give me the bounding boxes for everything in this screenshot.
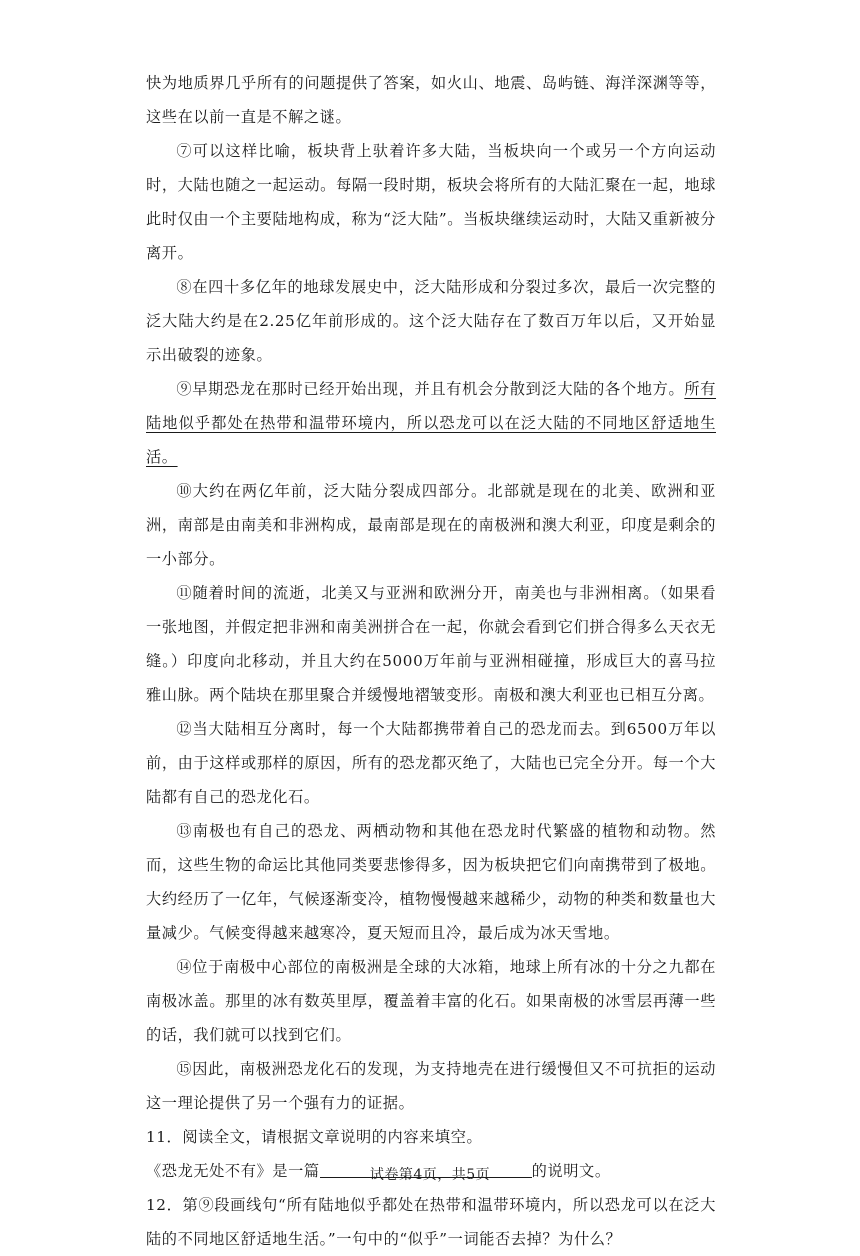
question-12: 12．第⑨段画线句“所有陆地似乎都处在热带和温带环境内，所以恐龙可以在泛大陆的不同地区舒适地生活。”一句中的“似乎”一词能否去掉？为什么？ [146, 1196, 716, 1248]
underlined-sentence: 所有陆地似乎都处在热带和温带环境内，所以恐龙可以在泛大陆的不同地区舒适地生活。 [146, 380, 717, 466]
paragraph-7: ⑦可以这样比喻，板块背上驮着许多大陆，当板块向一个或另一个方向运动时，大陆也随之一起运动。每隔一段时期，板块会将所有的大陆汇聚在一起，地球此时仅由一个主要陆地构成，称为“泛大陆”。当板块继续运动时，大陆又重新被分离开。 [146, 142, 716, 262]
page-footer: 试卷第4页，共5页 [369, 1167, 491, 1183]
paragraph-15: ⑮因此，南极洲恐龙化石的发现，为支持地壳在进行缓慢但又不可抗拒的运动这一理论提供了另一个强有力的证据。 [146, 1060, 716, 1112]
question-11-stem: 11．阅读全文，请根据文章说明的内容来填空。 [146, 1128, 483, 1146]
question-11-suffix: 的说明文。 [531, 1162, 611, 1180]
paragraph-14: ⑭位于南极中心部位的南极洲是全球的大冰箱，地球上所有冰的十分之九都在南极冰盖。那里的冰有数英里厚，覆盖着丰富的化石。如果南极的冰雪层再薄一些的话，我们就可以找到它们。 [146, 958, 716, 1044]
paragraph-11: ⑪随着时间的流逝，北美又与亚洲和欧洲分开，南美也与非洲相离。（如果看一张地图，并假定把非洲和南美洲拼合在一起，你就会看到它们拼合得多么天衣无缝。）印度向北移动，并且大约在5000万年前与亚洲相碰撞，形成巨大的喜马拉雅山脉。两个陆块在那里聚合并缓慢地褶皱变形。南极和澳大利亚也已相互分离。 [146, 584, 716, 704]
paragraph-8: ⑧在四十多亿年的地球发展史中，泛大陆形成和分裂过多次，最后一次完整的泛大陆大约是在2.25亿年前形成的。这个泛大陆存在了数百万年以后，又开始显示出破裂的迹象。 [146, 278, 716, 364]
reading-passage [146, 66, 716, 1256]
paragraph-9 [146, 372, 716, 474]
paragraph-13: ⑬南极也有自己的恐龙、两栖动物和其他在恐龙时代繁盛的植物和动物。然而，这些生物的命运比其他同类要悲惨得多，因为板块把它们向南携带到了极地。大约经历了一亿年，气候逐渐变冷，植物慢慢越来越稀少，动物的种类和数量也大量减少。气候变得越来越寒冷，夏天短而且冷，最后成为冰天雪地。 [146, 822, 716, 942]
paragraph-12: ⑫当大陆相互分离时，每一个大陆都携带着自己的恐龙而去。到6500万年以前，由于这样或那样的原因，所有的恐龙都灭绝了，大陆也已完全分开。每一个大陆都有自己的恐龙化石。 [146, 720, 716, 806]
paragraph-10: ⑩大约在两亿年前，泛大陆分裂成四部分。北部就是现在的北美、欧洲和亚洲，南部是由南美和非洲构成，最南部是现在的南极洲和澳大利亚，印度是剩余的一小部分。 [146, 482, 716, 568]
question-11-prefix: 《恐龙无处不有》是一篇 [146, 1162, 320, 1180]
paragraph-9-text: ⑨早期恐龙在那时已经开始出现，并且有机会分散到泛大陆的各个地方。 [176, 380, 685, 398]
paragraph-6-tail: 快为地质界几乎所有的问题提供了答案，如火山、地震、岛屿链、海洋深渊等等，这些在以前一直是不解之谜。 [146, 74, 716, 126]
